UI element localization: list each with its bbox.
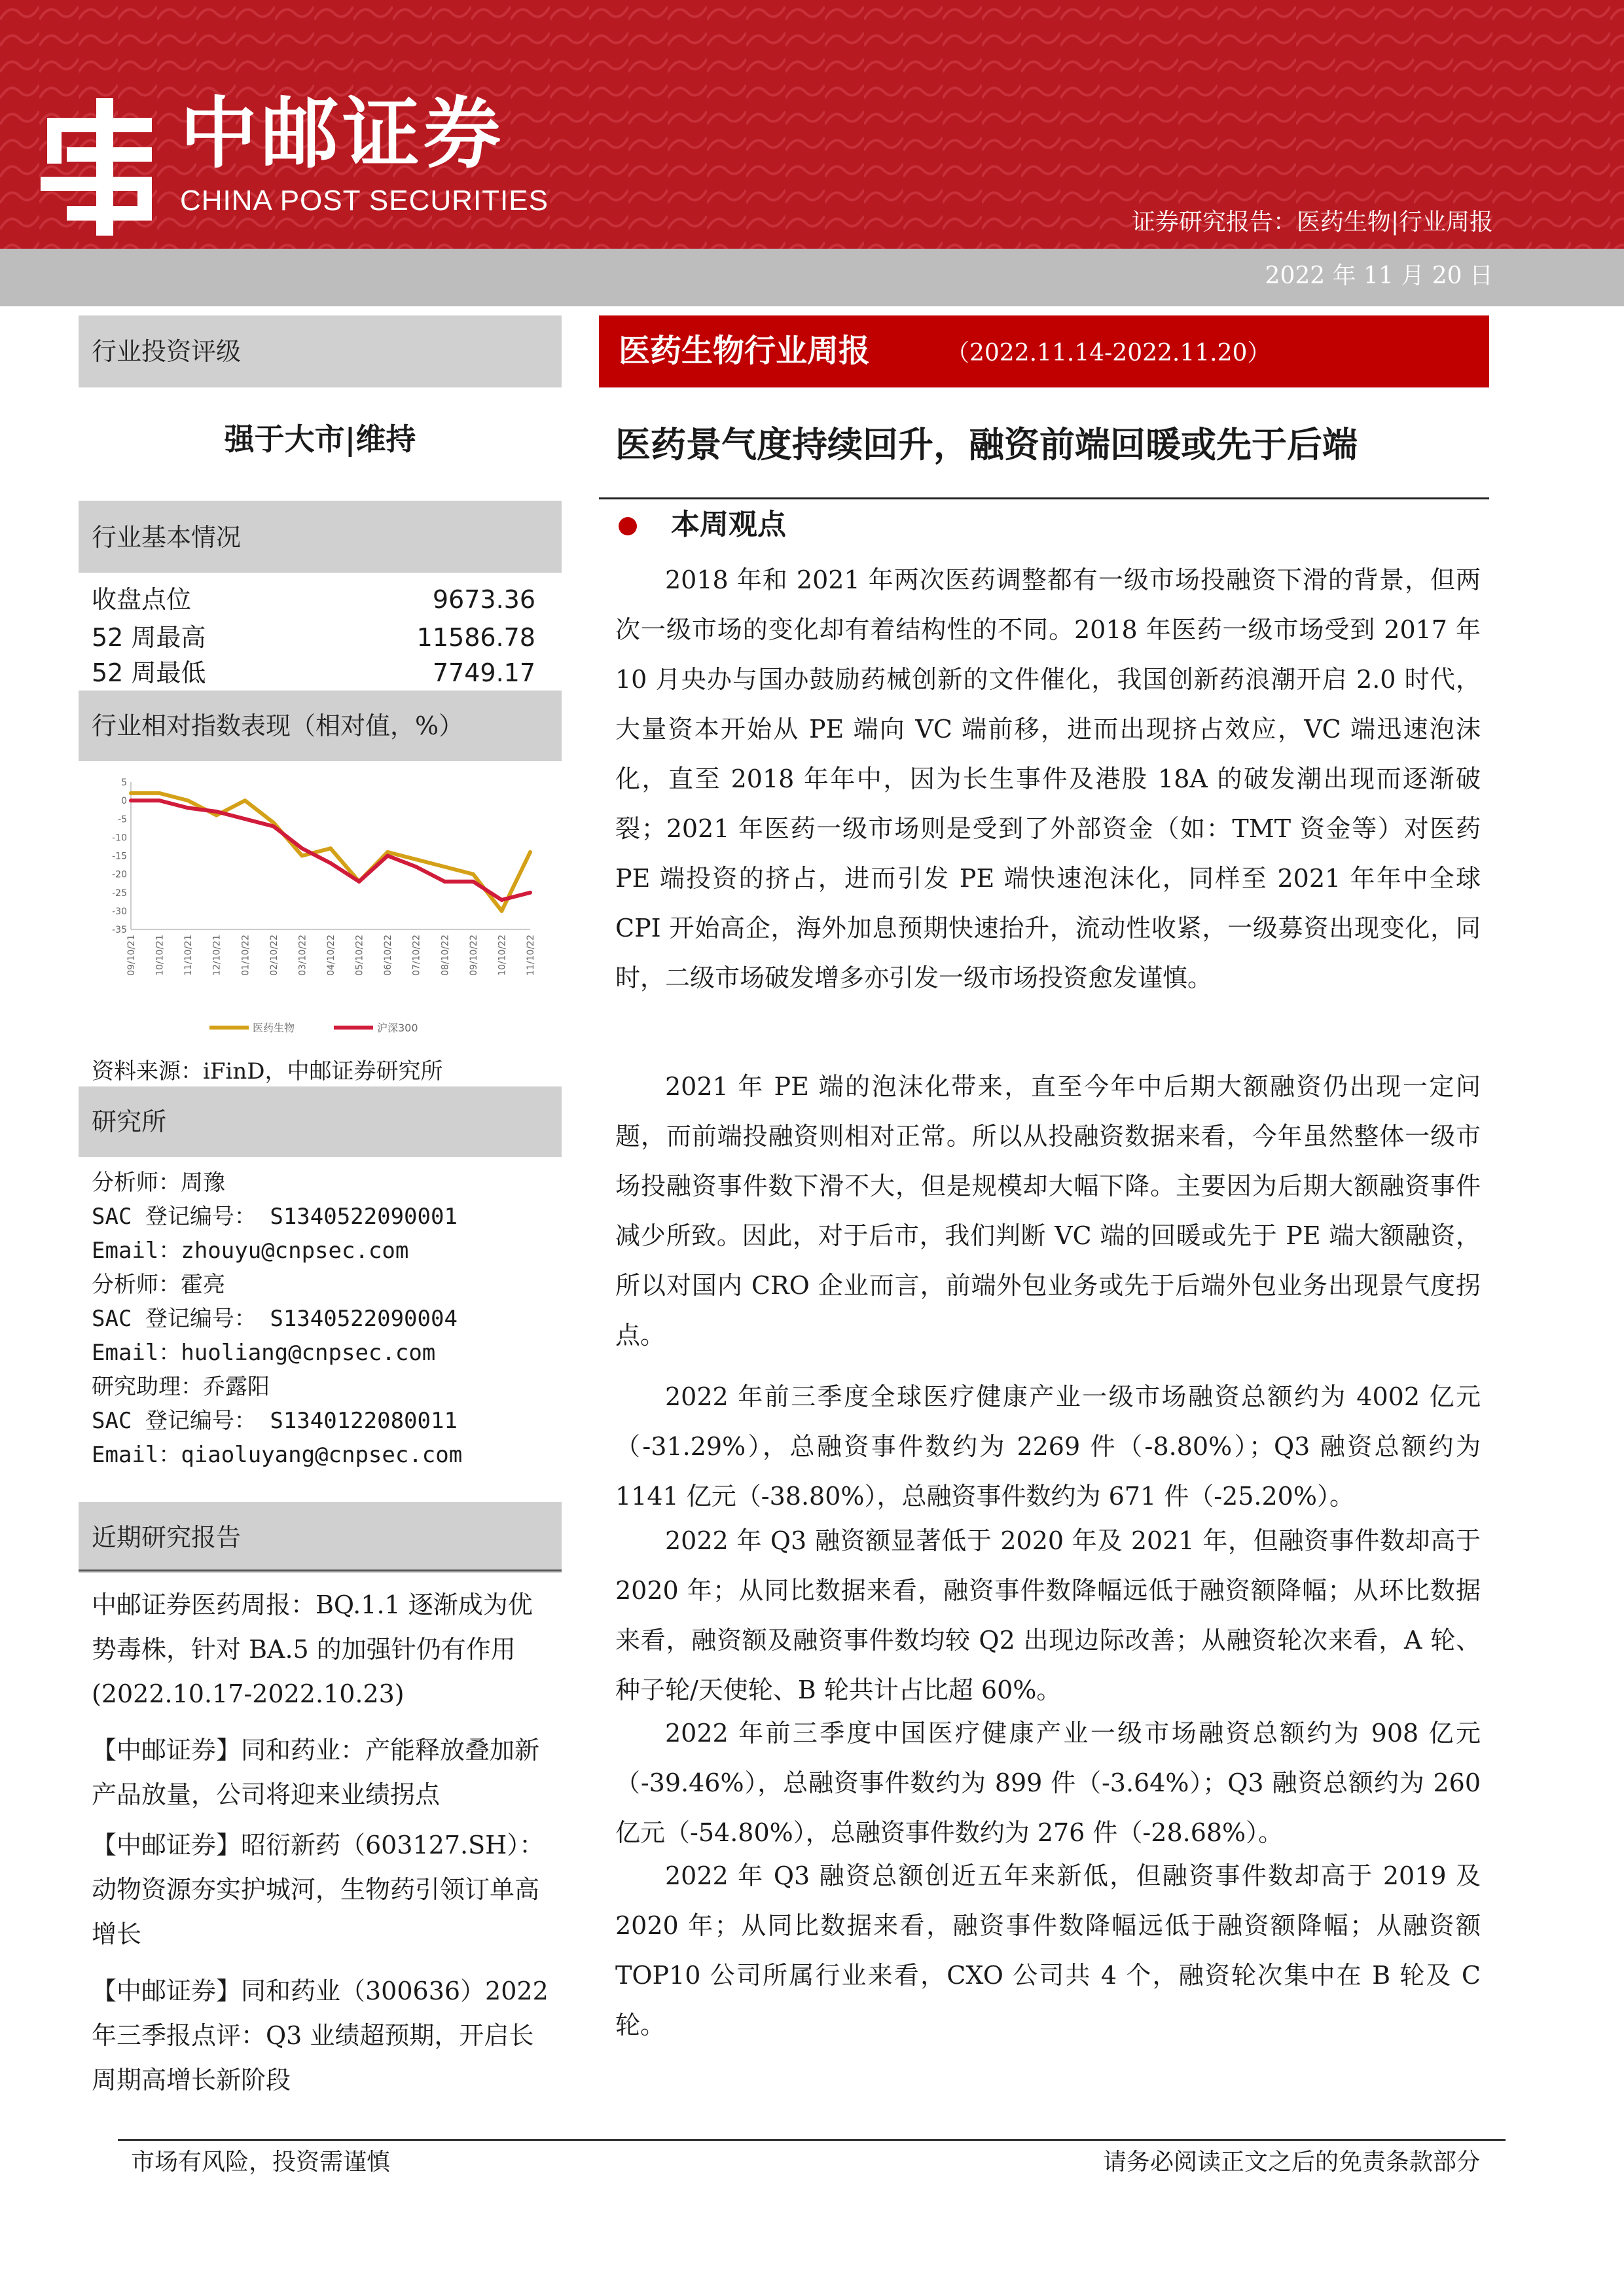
- data-point: [129, 798, 133, 802]
- recent-report-item[interactable]: 【中邮证券】昭衍新药（603127.SH）：动物资源夯实护城河，生物药引领订单高增长: [92, 1831, 545, 1948]
- relative-index-chart: [92, 772, 550, 1047]
- analyst-line: SAC 登记编号： S1340522090001: [92, 1204, 458, 1230]
- body-paragraph: 2022 年 Q3 融资额显著低于 2020 年及 2021 年，但融资事件数却高于 2020 年；从同比数据来看，融资事件数降幅远低于融资额降幅；从环比数据来看，融资额及融资事件数均较 Q2 出现边际改善；从融资轮次来看，A 轮、种子轮/天使轮、B 轮共计占比超 60%。: [615, 1526, 1481, 1704]
- headline-rule: [599, 497, 1489, 499]
- data-point: [471, 880, 475, 884]
- y-tick-label: -30: [112, 906, 127, 917]
- data-point: [243, 817, 247, 821]
- info-value: 9673.36: [432, 585, 535, 614]
- info-label: 收盘点位: [92, 585, 192, 614]
- data-point: [300, 854, 304, 858]
- x-tick-label: 09/10/21: [126, 935, 137, 976]
- analyst-line: 研究助理：乔露阳: [92, 1374, 270, 1400]
- x-tick-label: 11/10/21: [183, 935, 194, 976]
- data-point: [414, 865, 418, 869]
- data-point: [528, 850, 532, 854]
- chart-source: 资料来源：iFinD，中邮证券研究所: [92, 1058, 443, 1085]
- x-tick-label: 04/10/22: [326, 935, 336, 976]
- body-paragraph: 2018 年和 2021 年两次医药调整都有一级市场投融资下滑的背景，但两次一级市场的变化却有着结构性的不同。2018 年医药一级市场受到 2017 年 10 月央办与国办鼓励药械创新的文件催化，我国创新药浪潮开启 2.0 时代，大量资本开始从 PE 端向 VC 端前移，进而出现挤占效应，VC 端迅速泡沫化，直至 2018 年年中，因为长生事件及港股 18A 的破发潮出现而逐渐破裂；2021 年医药一级市场则是受到了外部资金（如：TMT 资金等）对医药 PE 端投资的挤占，进而引发 PE 端快速泡沫化，同样至 2021 年年中全球 CPI 开始高企，海外加息预期快速抬升，流动性收紧，一级募资出现变化，同时，二级市场破发增多亦引发一级市场投资愈发谨慎。: [615, 565, 1481, 992]
- research-box-title: 研究所: [92, 1107, 167, 1136]
- perf-box-title: 行业相对指数表现（相对值，%）: [92, 711, 464, 740]
- data-point: [386, 850, 389, 854]
- legend-label: 医药生物: [253, 1022, 295, 1034]
- data-point: [442, 880, 446, 884]
- y-tick-label: 5: [121, 778, 127, 788]
- rating-box-title: 行业投资评级: [92, 337, 242, 366]
- header-banner: [0, 0, 1624, 249]
- section-title: 本周观点: [671, 508, 786, 541]
- x-tick-label: 07/10/22: [411, 935, 422, 976]
- x-tick-label: 06/10/22: [383, 935, 394, 976]
- y-tick-label: -10: [112, 833, 127, 844]
- y-tick-label: 0: [121, 796, 127, 807]
- data-point: [329, 861, 333, 865]
- x-tick-label: 09/10/22: [468, 935, 479, 976]
- data-point: [499, 909, 503, 913]
- x-tick-label: 05/10/22: [354, 935, 365, 976]
- data-point: [129, 791, 133, 795]
- legend-label: 沪深300: [377, 1022, 418, 1034]
- y-tick-label: -15: [112, 851, 127, 862]
- analyst-email[interactable]: Email：zhouyu@cnpsec.com: [92, 1238, 409, 1264]
- info-value: 7749.17: [432, 658, 535, 687]
- x-tick-label: 02/10/22: [268, 935, 280, 976]
- body-paragraph: 2022 年前三季度中国医疗健康产业一级市场融资总额约为 908 亿元（-39.46%），总融资事件数约为 899 件（-3.64%）；Q3 融资总额约为 260 亿元（-54.80%），总融资事件数约为 276 件（-28.68%）。: [615, 1719, 1481, 1847]
- divider: [79, 1570, 562, 1571]
- data-point: [357, 880, 361, 884]
- x-tick-label: 10/10/22: [497, 935, 508, 976]
- data-point: [528, 891, 532, 895]
- x-tick-label: 01/10/22: [240, 935, 251, 976]
- footer-rule: [118, 2139, 1506, 2141]
- data-point: [386, 854, 389, 858]
- analyst-line: 分析师：周豫: [92, 1170, 225, 1196]
- data-point: [158, 798, 162, 802]
- investment-rating: 强于大市|维持: [224, 422, 416, 457]
- x-tick-label: 08/10/22: [440, 935, 451, 976]
- footer-disclaimer: 请务必阅读正文之后的免责条款部分: [1102, 2149, 1480, 2176]
- headline: 医药景气度持续回升，融资前端回暖或先于后端: [615, 423, 1358, 465]
- analyst-line: 分析师：霍亮: [92, 1272, 225, 1298]
- info-row-close: [92, 587, 535, 612]
- y-tick-label: -25: [112, 888, 127, 899]
- analyst-line: SAC 登记编号： S1340522090004: [92, 1306, 458, 1332]
- data-point: [158, 791, 162, 795]
- x-tick-label: 03/10/22: [297, 935, 308, 976]
- body-paragraph: 2021 年 PE 端的泡沫化带来，直至今年中后期大额融资仍出现一定问题，而前端投融资则相对正常。所以从投融资数据来看，今年虽然整体一级市场投融资事件数下滑不大，但是规模却大幅下降。主要因为后期大额融资事件减少所致。因此，对于后市，我们判断 VC 端的回暖或先于 PE 端大额融资，所以对国内 CRO 企业而言，前端外包业务或先于后端外包业务出现景气度拐点。: [615, 1072, 1481, 1350]
- body-paragraph: 2022 年 Q3 融资总额创近五年来新低，但融资事件数却高于 2019 及 2020 年；从同比数据来看，融资事件数降幅远低于融资额降幅；从融资额 TOP10 公司所属行业来看，CXO 公司共 4 个，融资轮次集中在 B 轮及 C 轮。: [615, 1861, 1481, 2039]
- analyst-email[interactable]: Email：qiaoluyang@cnpsec.com: [92, 1442, 463, 1468]
- y-tick-label: -5: [118, 814, 127, 825]
- brand-name-en: CHINA POST SECURITIES: [180, 185, 549, 217]
- info-row-low: [92, 660, 535, 685]
- info-label: 52 周最低: [92, 658, 206, 687]
- data-point: [272, 825, 276, 829]
- x-tick-label: 10/10/21: [154, 935, 166, 976]
- info-row-high: [92, 625, 535, 650]
- y-tick-label: -20: [112, 869, 127, 880]
- report-title: 医药生物行业周报: [619, 332, 871, 369]
- data-point: [329, 846, 333, 850]
- brand-name-cn: 中邮证券: [180, 88, 505, 179]
- series-line: [131, 793, 530, 911]
- report-period: （2022.11.14-2022.11.20）: [946, 340, 1271, 367]
- data-point: [186, 798, 190, 802]
- data-point: [442, 865, 446, 869]
- analyst-email[interactable]: Email：huoliang@cnpsec.com: [92, 1340, 436, 1366]
- recent-box-title: 近期研究报告: [92, 1523, 242, 1552]
- china-post-logo-icon: [41, 98, 158, 236]
- analyst-line: SAC 登记编号： S1340122080011: [92, 1408, 458, 1434]
- info-label: 52 周最高: [92, 623, 206, 652]
- recent-report-item[interactable]: 【中邮证券】同和药业：产能释放叠加新产品放量，公司将迎来业绩拐点: [92, 1736, 540, 1809]
- data-point: [215, 810, 219, 814]
- basic-box-title: 行业基本情况: [92, 523, 242, 552]
- body-paragraph: 2022 年前三季度全球医疗健康产业一级市场融资总额约为 4002 亿元（-31.29%），总融资事件数约为 2269 件（-8.80%）；Q3 融资总额约为 1141 亿元（-38.80%），总融资事件数约为 671 件（-25.20%）。: [615, 1382, 1481, 1511]
- info-value: 11586.78: [416, 623, 535, 652]
- data-point: [414, 857, 418, 861]
- recent-report-item[interactable]: 【中邮证券】同和药业（300636）2022 年三季报点评：Q3 业绩超预期，开启长周期高增长新阶段: [92, 1977, 549, 2094]
- data-point: [300, 846, 304, 850]
- footer-risk-note: 市场有风险，投资需谨慎: [131, 2149, 391, 2176]
- data-point: [499, 898, 503, 902]
- data-point: [186, 806, 190, 810]
- report-tag: 证券研究报告：医药生物|行业周报: [1131, 209, 1493, 236]
- section-bullet-icon: [619, 517, 637, 535]
- y-tick-label: -35: [112, 925, 127, 935]
- recent-report-item[interactable]: 中邮证券医药周报：BQ.1.1 逐渐成为优势毒株，针对 BA.5 的加强针仍有作用(2022.10.17-2022.10.23): [92, 1590, 533, 1708]
- x-tick-label: 12/10/21: [211, 935, 223, 976]
- report-date: 2022 年 11 月 20 日: [1265, 262, 1493, 289]
- data-point: [471, 872, 475, 876]
- x-tick-label: 11/10/22: [526, 935, 536, 976]
- data-point: [243, 798, 247, 802]
